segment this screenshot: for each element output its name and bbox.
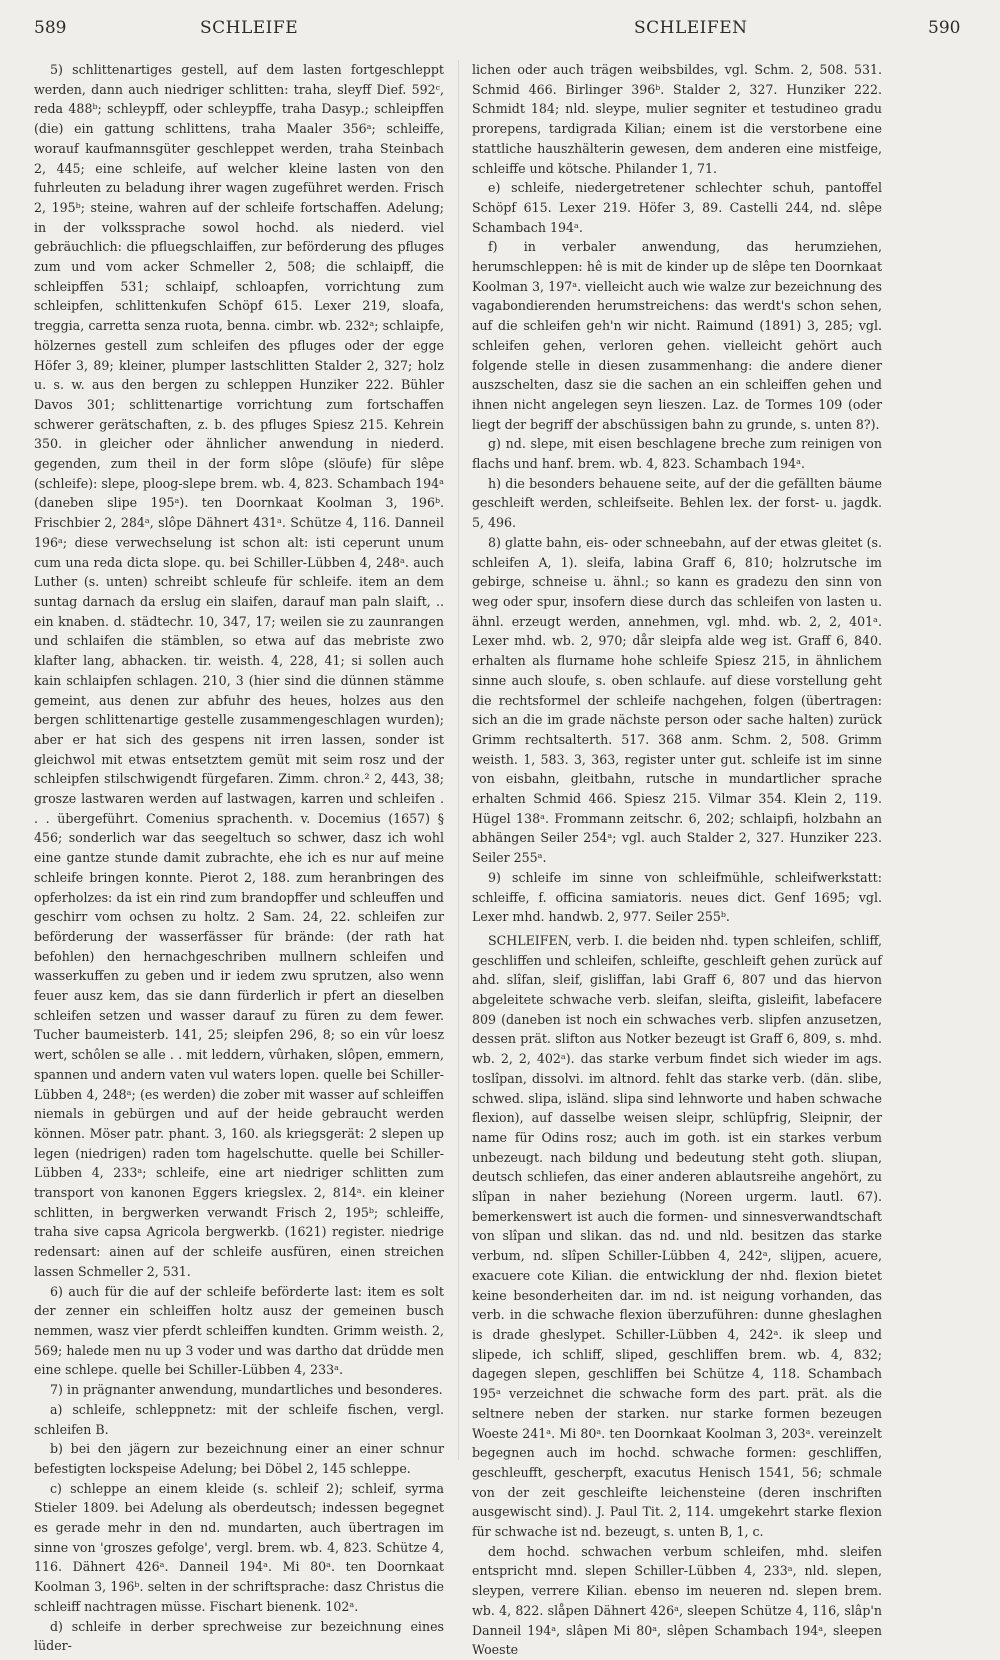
sense-7d-paragraph: d) schleife in derber sprechweise zur bezeichnung eines lüder-: [34, 1618, 444, 1654]
column-gutter: [458, 60, 459, 1460]
running-headword-left: SCHLEIFE: [200, 18, 299, 38]
page-header: [0, 18, 1000, 52]
running-headword-right: SCHLEIFEN: [634, 18, 748, 38]
schleifen-paragraph-2: dem hochd. schwachen verbum schleifen, mhd. sleifen entspricht mnd. slepen Schiller-Lübben 4, 233ᵃ, nld. slepen, sleypen, verrere Kilian. ebenso im neueren nd. slepen brem. wb. 4, 822. slåpen Dähnert 426ᵃ, sleepen Schütze 4, 116, slâp'n Danneil 194ᵃ, slâpen Mi 80ᵃ, slêpen Schambach 194ᵃ, sleepen Woeste: [472, 1543, 882, 1658]
sense-7-paragraph: 7) in prägnanter anwendung, mundartliches und besonderes.: [50, 1382, 443, 1398]
sense-7d-continuation: lichen oder auch trägen weibsbildes, vgl. Schm. 2, 508. 531. Schmid 466. Birlinger 396ᵇ. Stalder 2, 327. Hunziker 222. Schmidt 184; nld. sleype, mulier segniter et testudineo gradu prorepens, tardigrada Kilian; einem ist die verstorbene eine stattliche hauszhälterin gewesen, dem anderen eine mistfeige, schleiffe und kötsche. Philander 1, 71.: [472, 62, 882, 176]
lemma-schleifen-entry: SCHLEIFEN, verb. I. die beiden nhd. typen schleifen, schliff, geschliffen und schleifen, schleifte, geschleift gehen zurück auf ahd. slîfan, sleif, gisliffan, labi Graff 6, 807 und das hiervon abgeleitete schwache verb. sleifan, sleifta, gisleifit, labefacere 809 (daneben ist noch ein schwaches verb. slipfen anzusetzen, dessen prät. slifton aus Notker bezeugt ist Graff 6, 809, s. mhd. wb. 2, 2, 402ᵃ). das starke verbum findet sich wieder im ags. toslîpan, dissolvi. im altnord. fehlt das starke verb. (dän. slibe, schwed. slipa, isländ. slipa sind lehnworte und haben schwache flexion), auf dasselbe weisen sleipr, schlüpfrig, Sleipnir, der name für Odins rosz; auch im goth. ist ein starkes verbum unbezeugt. nach bildung und bedeutung steht goth. sliupan, deutsch schliefen, das einer anderen ablautsreihe angehört, zu slîpan in naher beziehung (Noreen urgerm. lautl. 67). bemerkenswert ist auch die formen- und sinnesverwandtschaft von slîpan und slikan. das nd. und nld. besitzen das starke verbum, nd. slîpen Schiller-Lübben 4, 242ᵃ, slijpen, acuere, exacuere cote Kilian. die entwicklung der nhd. flexion bietet keine besonderheiten dar. im nd. ist neigung vorhanden, das verb. in die schwache flexion überzuführen: dunne gheslaghen is drade gheslypet. Schiller-Lübben 4, 242ᵃ. ik sleep und slipede, ich schliff, sliped, geschliffen brem. wb. 4, 832; dagegen slepen, geschliffen bei Schütze 4, 118. Schambach 195ᵃ verzeichnet die schwache form des part. prät. als die seltnere neben der starken. nur starke formen bezeugen Woeste 241ᵃ. Mi 80ᵃ. ten Doornkaat Koolman 3, 203ᵃ. vereinzelt begegnen auch im hochd. schwache formen: geschliffen, geschleufft, gescherpft, exacutus Henisch 1541, 56; schmale von der zeit geschleifte leichensteine (deren inschriften ausgewischt sind). J. Paul Tit. 2, 114. umgekehrt starke flexion für schwache ist nd. bezeugt, s. unten B, 1, c.: [472, 932, 882, 1540]
sense-6-paragraph: 6) auch für die auf der schleife beförderte last: item es solt der zenner ein schleiffen holtz ausz der gemeinen busch nemmen, wasz vier pferdt schleiffen kundten. Grimm weisth. 2, 569; halede men nu up 3 voder und was dartho dat drüdde men eine schlepe. quelle bei Schiller-Lübben 4, 233ᵃ.: [34, 1283, 444, 1378]
sense-7f-paragraph: f) in verbaler anwendung, das herumziehen, herumschleppen: hê is mit de kinder up de slêpe ten Doornkaat Koolman 3, 197ᵃ. vielleicht auch wie walze zur bezeichnung des vagabondierenden herumstreichens: das werdt's schon sehen, auf die schleifen geh'n wir nicht. Raimund (1891) 3, 285; vgl. schleifen gehen, verloren gehen. vielleicht gehört auch folgende stelle in diesen zusammenhang: die andere diener auszschelten, dasz sie die sachen an ein schleiffen gehen und ihnen nicht angelegen seyn lieszen. Laz. de Tormes 109 (oder liegt der begriff der abschüssigen bahn zu grunde, s. unten 8?).: [472, 239, 882, 432]
sense-7h-paragraph: h) die besonders behauene seite, auf der die gefällten bäume geschleift werden, schleifseite. Behlen lex. der forst- u. jagdk. 5, 496.: [472, 475, 882, 531]
sense-7e-paragraph: e) schleife, niedergetretener schlechter schuh, pantoffel Schöpf 615. Lexer 219. Höfer 3, 89. Castelli 244, nd. slêpe Schambach 194ᵃ.: [472, 180, 882, 235]
sense-7g-paragraph: g) nd. slepe, mit eisen beschlagene breche zum reinigen von flachs und hanf. brem. wb. 4, 823. Schambach 194ᵃ.: [472, 436, 882, 472]
sense-5-paragraph: 5) schlittenartiges gestell, auf dem lasten fortgeschleppt werden, dann auch niedriger schlitten: traha, sleyff Dief. 592ᶜ, reda 488ᵇ; schleypff, oder schleypffe, traha Dasyp.; schleipffen (die) ein gattung schlittens, traha Maaler 356ᵃ; schleiffe, worauf kaufmannsgüter geschleppet werden, traha Steinbach 2, 445; eine schleife, auf welcher kleine lasten von den fuhrleuten zu beladung ihrer wagen zugeführet werden. Frisch 2, 195ᵇ; steine, wahren auf der schleife fortschaffen. Adelung; in der volkssprache sowol hochd. als niederd. viel gebräuchlich: die pfluegschlaiffen, zur beförderung des pfluges zum und vom acker Schmeller 2, 508; die schlaipff, die schleipffen 531; schlaipf, schloapfen, vorrichtung zum schleipfen, schlittenkufen Schöpf 615. Lexer 219, sloafa, treggia, carretta senza ruota, benna. cimbr. wb. 232ᵃ; schlaipfe, hölzernes gestell zum schleifen des pfluges oder der egge Höfer 3, 89; kleiner, plumper lastschlitten Stalder 2, 327; holz u. s. w. aus den bergen zu schleppen Hunziker 222. Bühler Davos 301; schlittenartige vorrichtung zum fortschaffen schwerer gerätschaften, z. b. des pfluges Spiesz 215. Kehrein 350. in gleicher oder ähnlicher anwendung in niederd. gegenden, zum theil in der form slôpe (slöufe) für slêpe (schleife): slepe, ploog-slepe brem. wb. 4, 823. Schambach 194ᵃ (daneben slipe 195ᵃ). ten Doornkaat Koolman 3, 196ᵇ. Frischbier 2, 284ᵃ, slôpe Dähnert 431ᵃ. Schütze 4, 116. Danneil 196ᵃ; diese verwechselung ist schon alt: isti ceperunt unum cum una reda dicta slope. qu. bei Schiller-Lübben 4, 248ᵃ. auch Luther (s. unten) schreibt schleufe für schleife. item an dem suntag darnach da erslug ein slaifen, darauf man paln slaift, .. ein knaben. d. städtechr. 10, 347, 17; weilen sie zu zaunrangen und schlaifen die stämblen, so etwa auf das mebriste zwo klafter lang, abhacken. tir. weisth. 4, 228, 41; si sollen auch kain schlaipfen schlagen. 210, 3 (hier sind die dünnen stämme gemeint, aus denen zur abfuhr des heues, holzes aus den bergen schlittenartige gestelle zusammengeschlagen wurden); aber er hat sich des gespens nit irren lassen, sonder ist gleichwol mit etwas entsetztem gemüt mit seim rosz und der schleipfen stilschwigendt fürgefaren. Zimm. chron.² 2, 443, 38; grosze lastwaren werden auf lastwagen, karren und schleifen . . . übergeführt. Comenius sprachenth. v. Docemius (1657) § 456; sonderlich war das seegeltuch so schwer, dasz ich wohl eine gantze stunde damit zubrachte, ehe ich es nur auf meine schleife bringen konnte. Pierot 2, 188. zum heranbringen des opferholzes: da ist ein rind zum brandopffer und schleuffen und geschirr vom ochsen zu holtz. 2 Sam. 24, 22. schleifen zur beförderung der wasserfässer für brände: (der rath hat befohlen) den hernachgeschriben mullnern schleifen und wasserkuffen zu geben und ir iedem zwu sprutzen, also wenn feuer ausz kem, das sie dann fürderlich ir pfert an dieselben schleifen setzen und wasser darauf zu füren zu dem fewer. Tucher baumeisterb. 141, 25; sleipfen 296, 8; so ein vûr loesz wert, schôlen se alle . . mit leddern, vûrhaken, slôpen, emmern, spannen und andern vaten vul waters lopen. quelle bei Schiller-Lübben 4, 248ᵃ; (es werden) die zober mit wasser auf schleiffen niemals in gebürgen und auf der heide gebraucht werden können. Möser patr. phant. 3, 160. als kriegsgerät: 2 slepen up legen (niedrigen) raden tom hagelschutte. quelle bei Schiller-Lübben 4, 233ᵃ; schleife, eine art niedriger schlitten zum transport von kanonen Eggers kriegslex. 2, 814ᵃ. ein kleiner schlitten, in bergwerken verwandt Frisch 2, 195ᵇ; schleiffe, traha sive capsa Agricola bergwerkb. (1621) register. niedrige redensart: ainen auf der schleife ausfüren, einen streichen lassen Schmeller 2, 531.: [34, 62, 444, 1279]
sense-7a-paragraph: a) schleife, schleppnetz: mit der schleife fischen, vergl. schleifen B.: [34, 1401, 444, 1437]
page-number-right: 590: [928, 18, 961, 38]
page-number-left: 589: [34, 18, 67, 38]
sense-8-paragraph: 8) glatte bahn, eis- oder schneebahn, auf der etwas gleitet (s. schleifen A, 1). sleifa, labina Graff 6, 810; holzrutsche im gebirge, schneise u. ähnl.; so kann es gradezu den sinn von weg oder spur, insofern diese durch das schleifen von lasten u. ähnl. erzeugt werden, annehmen, vgl. mhd. wb. 2, 2, 401ᵃ. Lexer mhd. wb. 2, 970; dår sleipfa alde weg ist. Graff 6, 840. erhalten als flurname hohe schleife Spiesz 215, in ähnlichem sinne auch sloufe, s. oben schlaufe. auf diese vorstellung geht die rechtsformel der schleife nachgehen, folgen (übertragen: sich an die im grade nächste person oder sache halten) zurück Grimm rechtsalterth. 517. 368 anm. Schm. 2, 508. Grimm weisth. 1, 583. 3, 363, register unter gut. schleife ist im sinne von eisbahn, gleitbahn, rutsche in mundartlicher sprache erhalten Schmid 466. Spiesz 215. Vilmar 354. Klein 2, 119. Hügel 138ᵃ. Frommann zeitschr. 6, 202; schlaipfi, holzbahn an abhängen Seiler 254ᵃ; vgl. auch Stalder 2, 327. Hunziker 223. Seiler 255ᵃ.: [472, 534, 882, 866]
left-column: [34, 60, 444, 1654]
sense-9-paragraph: 9) schleife im sinne von schleifmühle, schleifwerkstatt: schleiffe, f. officina samiatoris. neues dict. Genf 1695; vgl. Lexer mhd. handwb. 2, 977. Seiler 255ᵇ.: [472, 869, 882, 925]
right-column: [472, 60, 882, 1658]
sense-7b-paragraph: b) bei den jägern zur bezeichnung einer an einer schnur befestigten lockspeise Adelung; bei Döbel 2, 145 schleppe.: [34, 1441, 444, 1476]
sense-7c-paragraph: c) schleppe an einem kleide (s. schleif 2); schleif, syrma Stieler 1809. bei Adelung als oberdeutsch; indessen begegnet es gerade mehr in den nd. mundarten, auch übertragen im sinne von 'groszes gefolge', vergl. brem. wb. 4, 823. Schütze 4, 116. Dähnert 426ᵃ. Danneil 194ᵃ. Mi 80ᵃ. ten Doornkaat Koolman 3, 196ᵇ. selten in der schriftsprache: dasz Christus die schleiff nachtragen müsse. Fischart bienenk. 102ᵃ.: [34, 1480, 444, 1614]
